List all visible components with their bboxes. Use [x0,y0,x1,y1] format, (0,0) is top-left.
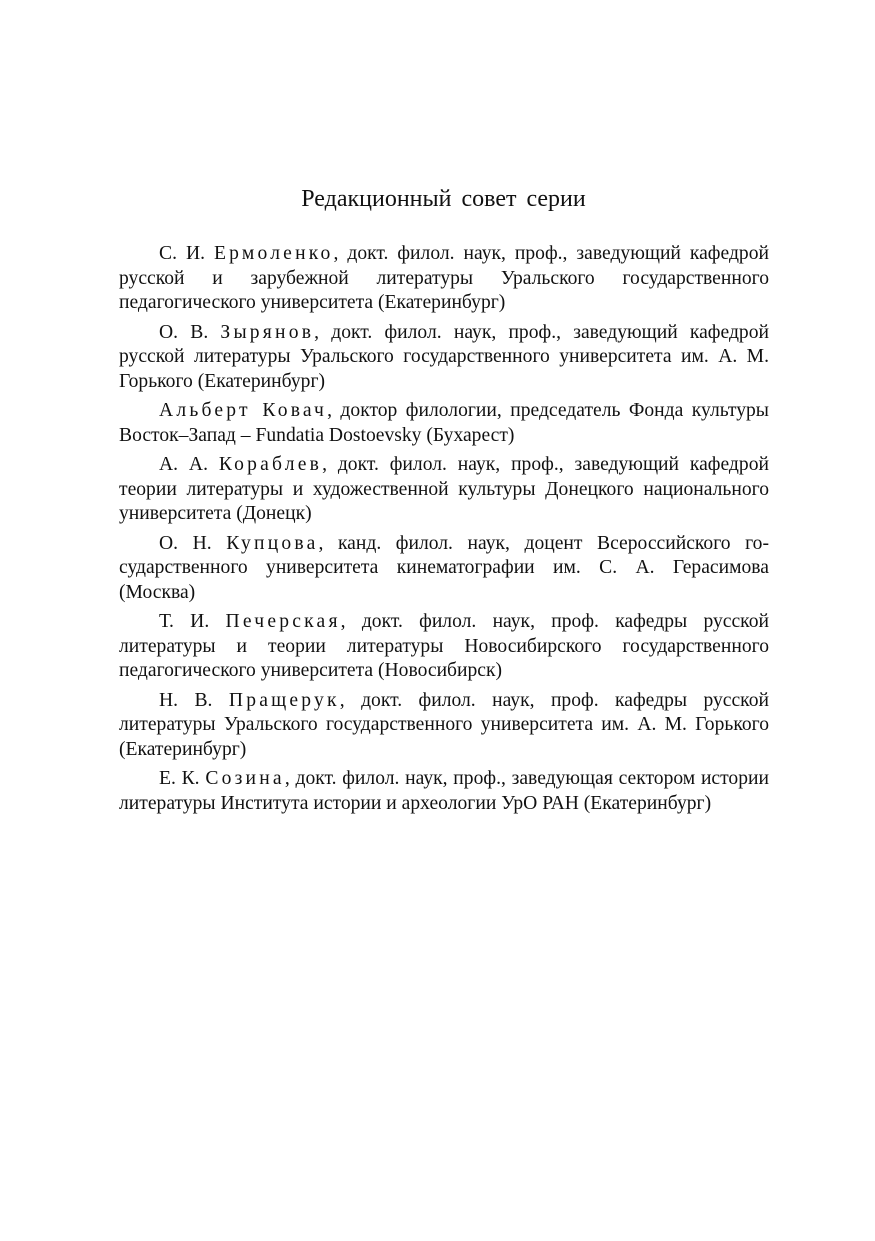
member-surname: Купцова [226,532,319,554]
member-description: , докт. филол. наук, проф. кафедры русской литературы Уральского государственного университета им. А. М. Горького (Екатеринбург) [119,689,769,760]
page-title: Редакционный совет серии [301,186,586,212]
member-description: , докт. филол. наук, проф., заведующий кафедрой русской литературы Уральского государственного университета им. А. М. Горького (Екатеринбург) [119,321,769,392]
member-description: , докт. филол. наук, проф., заведующий кафедрой теории литературы и художественной культуры Донецкого национального университета (Донецк) [119,454,769,524]
member-initials: С. И. [159,243,214,264]
board-member-entry [119,532,769,606]
board-member-entry [119,399,769,448]
member-description: , докт. филол. наук, проф. кафедры русской литературы и теории литературы Новосибирского государственного педагогического университета (Новосибирск) [119,611,769,681]
member-surname: Печерская [225,611,341,632]
board-member-entry [119,321,769,395]
member-surname: Ермоленко [213,243,334,264]
board-members-list [119,242,769,821]
member-description: , канд. филол. наук, доцент Всероссийского государственного университета кинематографии им. С. А. Герасимова (Москва) [119,532,769,603]
member-initials: О. Н. [159,532,227,554]
board-member-entry [119,689,769,763]
member-surname: Пращерук [228,689,340,711]
member-description: , докт. филол. наук, проф., заведующий кафедрой русской и зарубежной литературы Уральского государственного педагогического университета (Екатеринбург) [119,243,769,313]
member-surname: Зырянов [220,321,315,343]
member-description: , доктор филологии, председатель Фонда культуры Восток–Запад – Fundatia Dostoevsky (Бухарест) [119,400,769,446]
member-initials: Т. И. [159,611,226,632]
member-initials: А. А. [159,454,219,475]
member-initials: О. В. [159,321,221,343]
board-member-entry [119,453,769,527]
member-surname: Альберт Ковач [159,400,328,421]
member-initials: Е. К. [159,768,206,789]
member-surname: Созина [205,768,285,789]
member-initials: Н. В. [159,689,229,711]
member-description: , докт. филол. наук, проф., заведующая сектором истории литературы Института истории и археологии УрО РАН (Екатеринбург) [119,768,769,814]
board-member-entry [119,242,769,316]
board-member-entry [119,610,769,684]
member-surname: Кораблев [218,454,323,475]
board-member-entry [119,767,769,816]
